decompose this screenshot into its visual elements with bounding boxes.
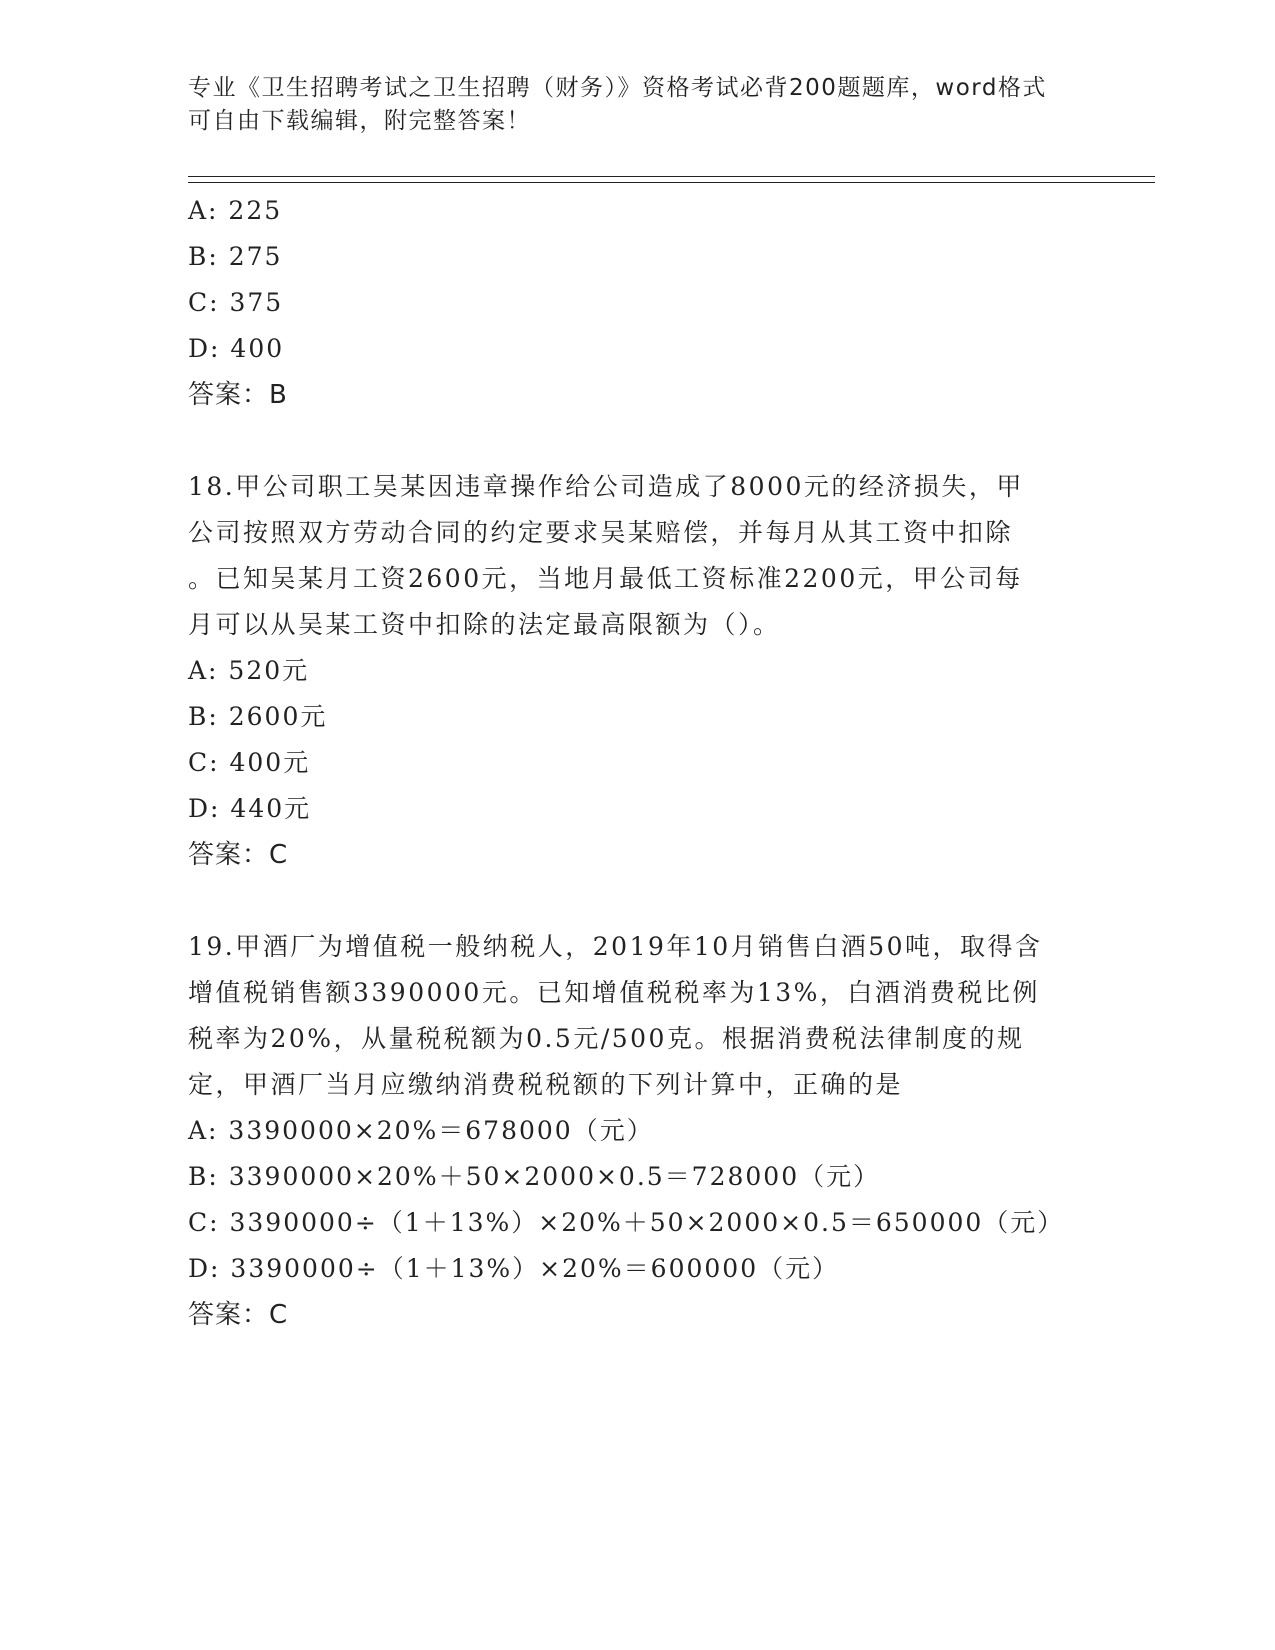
option-c: C: 3390000÷（1＋13%）×20%＋50×2000×0.5＝650000（元） bbox=[188, 1208, 1065, 1237]
option-b: B: 275 bbox=[188, 242, 283, 271]
header-rule-bottom bbox=[188, 182, 1155, 183]
answer-line: 答案：C bbox=[188, 1300, 289, 1330]
option-a: A: 520元 bbox=[188, 656, 310, 685]
option-a: A: 225 bbox=[188, 196, 283, 225]
option-a: A: 3390000×20%＝678000（元） bbox=[188, 1116, 654, 1145]
answer-line: 答案：C bbox=[188, 840, 289, 870]
question-stem-line: 公司按照双方劳动合同的约定要求吴某赔偿，并每月从其工资中扣除 bbox=[188, 518, 1014, 547]
option-d: D: 3390000÷（1＋13%）×20%＝600000（元） bbox=[188, 1254, 840, 1283]
option-d: D: 400 bbox=[188, 334, 285, 363]
option-c: C: 375 bbox=[188, 288, 284, 317]
header-rule-top bbox=[188, 176, 1155, 177]
option-b: B: 3390000×20%＋50×2000×0.5＝728000（元） bbox=[188, 1162, 881, 1191]
option-d: D: 440元 bbox=[188, 794, 312, 823]
option-c: C: 400元 bbox=[188, 748, 311, 777]
question-stem-line: 月可以从吴某工资中扣除的法定最高限额为（）。 bbox=[188, 610, 781, 639]
question-stem-line: 19.甲酒厂为增值税一般纳税人，2019年10月销售白酒50吨，取得含 bbox=[188, 932, 1043, 961]
header-line-1: 专业《卫生招聘考试之卫生招聘（财务）》资格考试必背200题题库，word格式 bbox=[188, 75, 1047, 101]
question-18 bbox=[188, 464, 1088, 878]
question-stem-line: 增值税销售额3390000元。已知增值税税率为13%，白酒消费税比例 bbox=[188, 978, 1040, 1007]
document-header bbox=[188, 72, 1088, 138]
document-body bbox=[188, 188, 1088, 1338]
question-stem-line: 。已知吴某月工资2600元，当地月最低工资标准2200元，甲公司每 bbox=[188, 564, 1023, 593]
answer-line: 答案：B bbox=[188, 380, 288, 410]
question-stem-line: 税率为20%，从量税税额为0.5元/500克。根据消费税法律制度的规 bbox=[188, 1024, 1025, 1053]
question-17 bbox=[188, 188, 1088, 418]
question-stem-line: 18.甲公司职工吴某因违章操作给公司造成了8000元的经济损失，甲 bbox=[188, 472, 1024, 501]
question-19 bbox=[188, 924, 1088, 1338]
option-b: B: 2600元 bbox=[188, 702, 328, 731]
question-stem-line: 定，甲酒厂当月应缴纳消费税税额的下列计算中，正确的是 bbox=[188, 1070, 904, 1099]
header-line-2: 可自由下载编辑，附完整答案！ bbox=[188, 108, 531, 134]
